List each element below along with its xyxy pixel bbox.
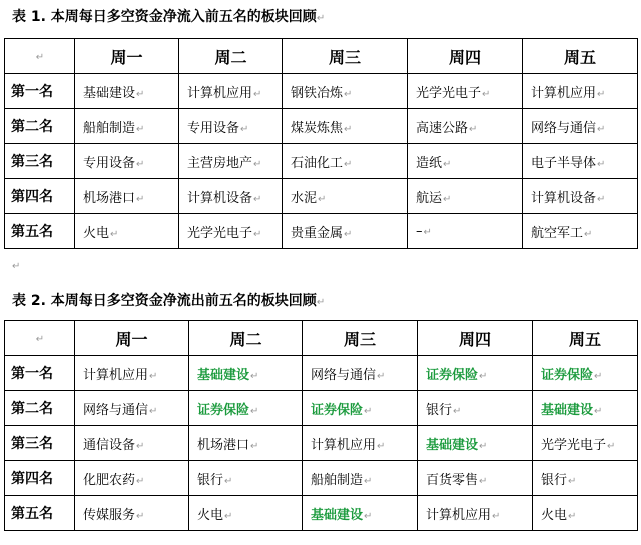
- sector-cell: [523, 214, 638, 249]
- sector-name: 基础建设: [83, 85, 136, 101]
- rank-cell: 第五名: [5, 496, 75, 531]
- cell-mark: ↵: [136, 193, 145, 205]
- sector-cell: [418, 426, 533, 461]
- sector-cell: [189, 426, 303, 461]
- cell-mark: ↵: [35, 51, 45, 63]
- sector-name: 计算机应用: [187, 85, 253, 101]
- sector-name: 光学光电子: [187, 225, 253, 241]
- table2-caption: [12, 292, 325, 312]
- cell-mark: ↵: [136, 88, 145, 100]
- sector-cell: [75, 391, 189, 426]
- cell-mark: ↵: [344, 123, 353, 135]
- sector-name: 传媒服务: [83, 507, 136, 523]
- sector-name: 证券保险: [311, 402, 364, 418]
- sector-cell: [75, 356, 189, 391]
- sector-name: 高速公路: [416, 120, 469, 136]
- sector-cell: [418, 391, 533, 426]
- sector-cell: [189, 461, 303, 496]
- cell-mark: ↵: [136, 475, 145, 487]
- sector-name: 造纸: [416, 155, 443, 171]
- rank-cell: 第二名: [5, 391, 75, 426]
- cell-mark: ↵: [344, 88, 353, 100]
- rank-cell: 第二名: [5, 109, 75, 144]
- cell-mark: ↵: [594, 370, 603, 382]
- cell-mark: ↵: [568, 510, 577, 522]
- cell-mark: ↵: [443, 193, 452, 205]
- sector-cell: [523, 74, 638, 109]
- table2-caption-text: 表 2. 本周每日多空资金净流出前五名的板块回顾: [12, 293, 317, 309]
- sector-cell: [408, 109, 523, 144]
- cell-mark: ↵: [453, 405, 462, 417]
- cell-mark: ↵: [253, 193, 262, 205]
- sector-name: 船舶制造: [83, 120, 136, 136]
- sector-name: –: [416, 223, 423, 239]
- day-header: 周五: [533, 321, 638, 356]
- empty-paragraph: ↵: [12, 261, 21, 272]
- cell-mark: ↵: [224, 510, 233, 522]
- table-row: [5, 109, 638, 144]
- sector-name: 火电: [541, 507, 568, 523]
- sector-cell: [523, 109, 638, 144]
- table-row: [5, 426, 638, 461]
- sector-name: 光学光电子: [416, 85, 482, 101]
- sector-name: 机场港口: [197, 437, 250, 453]
- rank-cell: 第三名: [5, 144, 75, 179]
- sector-cell: [523, 144, 638, 179]
- cell-mark: ↵: [250, 405, 259, 417]
- day-header: 周一: [75, 321, 189, 356]
- cell-mark: ↵: [479, 370, 488, 382]
- table-row: [5, 144, 638, 179]
- sector-cell: [189, 356, 303, 391]
- cell-mark: ↵: [136, 510, 145, 522]
- rank-cell: 第四名: [5, 461, 75, 496]
- sector-name: 火电: [197, 507, 224, 523]
- cell-mark: ↵: [149, 370, 158, 382]
- rank-cell: 第一名: [5, 356, 75, 391]
- cell-mark: ↵: [597, 193, 606, 205]
- sector-name: 银行: [197, 472, 224, 488]
- sector-name: 计算机应用: [311, 437, 377, 453]
- sector-cell: [303, 426, 418, 461]
- table-row: [5, 461, 638, 496]
- sector-cell: [179, 179, 283, 214]
- cell-mark: ↵: [597, 123, 606, 135]
- sector-name: 百货零售: [426, 472, 479, 488]
- day-header: 周五: [523, 39, 638, 74]
- cell-mark: ↵: [344, 158, 353, 170]
- day-header: 周二: [189, 321, 303, 356]
- sector-name: 专用设备: [187, 120, 240, 136]
- sector-name: 航空军工: [531, 225, 584, 241]
- sector-cell: [408, 179, 523, 214]
- sector-name: 计算机应用: [426, 507, 492, 523]
- sector-cell: [283, 109, 408, 144]
- sector-cell: [75, 214, 179, 249]
- table1-caption: [12, 8, 325, 28]
- table-row: [5, 356, 638, 391]
- cell-mark: ↵: [344, 228, 353, 240]
- sector-name: 证券保险: [541, 367, 594, 383]
- sector-name: 航运: [416, 190, 443, 206]
- sector-cell: [418, 356, 533, 391]
- cell-mark: ↵: [240, 123, 249, 135]
- sector-cell: [533, 356, 638, 391]
- cell-mark: ↵: [253, 88, 262, 100]
- sector-cell: [523, 179, 638, 214]
- sector-name: 水泥: [291, 190, 318, 206]
- net-inflow-table: [4, 38, 638, 249]
- rank-cell: 第三名: [5, 426, 75, 461]
- cell-mark: ↵: [377, 370, 386, 382]
- sector-name: 贵重金属: [291, 225, 344, 241]
- cell-mark: ↵: [492, 510, 501, 522]
- table-row: [5, 214, 638, 249]
- cell-mark: ↵: [482, 88, 491, 100]
- sector-cell: [303, 496, 418, 531]
- day-header: 周三: [303, 321, 418, 356]
- header-row: [5, 39, 638, 74]
- cell-mark: ↵: [136, 123, 145, 135]
- sector-name: 银行: [426, 402, 453, 418]
- sector-cell: [75, 426, 189, 461]
- sector-name: 网络与通信: [311, 367, 377, 383]
- rank-cell: 第五名: [5, 214, 75, 249]
- sector-cell: [533, 426, 638, 461]
- day-header: 周二: [179, 39, 283, 74]
- corner-cell: [5, 321, 75, 356]
- sector-cell: [408, 74, 523, 109]
- sector-cell: [408, 144, 523, 179]
- sector-name: 光学光电子: [541, 437, 607, 453]
- sector-name: 证券保险: [426, 367, 479, 383]
- sector-cell: [179, 214, 283, 249]
- cell-mark: ↵: [136, 440, 145, 452]
- sector-cell: [75, 461, 189, 496]
- cell-mark: ↵: [364, 405, 373, 417]
- cell-mark: ↵: [364, 510, 373, 522]
- paragraph-mark: ↵: [316, 13, 326, 24]
- cell-mark: ↵: [594, 405, 603, 417]
- rank-cell: 第四名: [5, 179, 75, 214]
- sector-cell: [408, 214, 523, 249]
- sector-name: 基础建设: [426, 437, 479, 453]
- sector-cell: [75, 496, 189, 531]
- net-outflow-table: [4, 320, 638, 531]
- sector-name: 证券保险: [197, 402, 250, 418]
- sector-cell: [75, 179, 179, 214]
- sector-name: 主营房地产: [187, 155, 253, 171]
- sector-name: 网络与通信: [531, 120, 597, 136]
- sector-cell: [533, 496, 638, 531]
- sector-name: 计算机应用: [531, 85, 597, 101]
- sector-name: 电子半导体: [531, 155, 597, 171]
- cell-mark: ↵: [136, 158, 145, 170]
- corner-cell: [5, 39, 75, 74]
- sector-name: 基础建设: [541, 402, 594, 418]
- sector-name: 计算机应用: [83, 367, 149, 383]
- sector-name: 钢铁冶炼: [291, 85, 344, 101]
- sector-name: 基础建设: [311, 507, 364, 523]
- cell-mark: ↵: [35, 333, 45, 345]
- sector-cell: [179, 74, 283, 109]
- cell-mark: ↵: [597, 158, 606, 170]
- sector-cell: [303, 391, 418, 426]
- cell-mark: ↵: [568, 475, 577, 487]
- sector-name: 通信设备: [83, 437, 136, 453]
- sector-cell: [283, 179, 408, 214]
- sector-cell: [75, 144, 179, 179]
- day-header: 周三: [283, 39, 408, 74]
- sector-name: 煤炭炼焦: [291, 120, 344, 136]
- cell-mark: ↵: [584, 228, 593, 240]
- day-header: 周四: [408, 39, 523, 74]
- sector-name: 机场港口: [83, 190, 136, 206]
- cell-mark: ↵: [253, 158, 262, 170]
- sector-cell: [283, 74, 408, 109]
- sector-name: 计算机设备: [531, 190, 597, 206]
- sector-name: 计算机设备: [187, 190, 253, 206]
- day-header: 周一: [75, 39, 179, 74]
- cell-mark: ↵: [364, 475, 373, 487]
- sector-cell: [303, 461, 418, 496]
- sector-cell: [418, 461, 533, 496]
- sector-cell: [179, 109, 283, 144]
- sector-name: 火电: [83, 225, 110, 241]
- sector-name: 网络与通信: [83, 402, 149, 418]
- cell-mark: ↵: [149, 405, 158, 417]
- sector-cell: [283, 214, 408, 249]
- cell-mark: ↵: [318, 193, 327, 205]
- cell-mark: ↵: [479, 440, 488, 452]
- table-row: [5, 496, 638, 531]
- table-row: [5, 179, 638, 214]
- cell-mark: ↵: [469, 123, 478, 135]
- sector-cell: [418, 496, 533, 531]
- sector-name: 基础建设: [197, 367, 250, 383]
- table-row: [5, 391, 638, 426]
- sector-cell: [533, 461, 638, 496]
- cell-mark: ↵: [443, 158, 452, 170]
- sector-cell: [189, 391, 303, 426]
- rank-cell: 第一名: [5, 74, 75, 109]
- sector-name: 石油化工: [291, 155, 344, 171]
- cell-mark: ↵: [110, 228, 119, 240]
- cell-mark: ↵: [250, 440, 259, 452]
- cell-mark: ↵: [423, 226, 432, 238]
- table1-caption-text: 表 1. 本周每日多空资金净流入前五名的板块回顾: [12, 9, 317, 25]
- sector-name: 船舶制造: [311, 472, 364, 488]
- table-row: [5, 74, 638, 109]
- cell-mark: ↵: [253, 228, 262, 240]
- sector-name: 专用设备: [83, 155, 136, 171]
- sector-cell: [189, 496, 303, 531]
- sector-cell: [533, 391, 638, 426]
- cell-mark: ↵: [377, 440, 386, 452]
- sector-cell: [179, 144, 283, 179]
- sector-cell: [75, 74, 179, 109]
- cell-mark: ↵: [224, 475, 233, 487]
- sector-name: 化肥农药: [83, 472, 136, 488]
- sector-cell: [283, 144, 408, 179]
- cell-mark: ↵: [597, 88, 606, 100]
- paragraph-mark: ↵: [316, 297, 326, 308]
- header-row: [5, 321, 638, 356]
- sector-name: 银行: [541, 472, 568, 488]
- day-header: 周四: [418, 321, 533, 356]
- cell-mark: ↵: [250, 370, 259, 382]
- cell-mark: ↵: [607, 440, 616, 452]
- cell-mark: ↵: [479, 475, 488, 487]
- sector-cell: [75, 109, 179, 144]
- sector-cell: [303, 356, 418, 391]
